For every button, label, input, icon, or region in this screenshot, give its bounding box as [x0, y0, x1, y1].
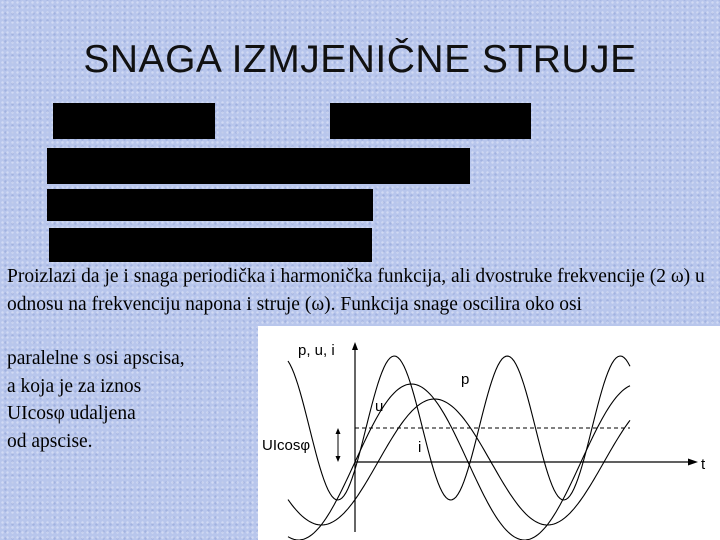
- power-graph: [258, 326, 720, 540]
- i-curve-label: i: [418, 439, 422, 456]
- body-paragraph: Proizlazi da je i snaga periodička i harmonička funkcija, ali dvostruke frekvencije (2 ω) u odnosu na frekvenciju napona i struje (ω). Funkcija snage oscilira oko osi: [7, 266, 705, 315]
- redacted-block: [330, 103, 531, 139]
- p-curve-label: p: [461, 371, 470, 388]
- side-line: UIcosφ udaljena: [7, 403, 136, 424]
- side-line: paralelne s osi apscisa,: [7, 348, 185, 369]
- x-axis-label: t: [701, 456, 706, 473]
- u-curve-label: u: [375, 398, 384, 415]
- side-text: [7, 345, 257, 455]
- side-line: od apscise.: [7, 430, 93, 452]
- redacted-block: [49, 228, 372, 262]
- y-axis-label: p, u, i: [298, 342, 335, 359]
- power-graph-svg: [258, 326, 720, 540]
- offset-arrow-up: [336, 428, 341, 434]
- x-axis-arrow: [688, 459, 698, 466]
- redacted-block: [53, 103, 215, 139]
- y-axis-arrow: [352, 342, 358, 350]
- offset-arrow-down: [336, 456, 341, 462]
- redacted-block: [47, 189, 373, 221]
- side-line: a koja je za iznos: [7, 375, 142, 397]
- page-title: SNAGA IZMJENIČNE STRUJE: [83, 38, 637, 81]
- redacted-block: [47, 148, 470, 184]
- power-curve: [288, 356, 630, 500]
- offset-label: UIcosφ: [262, 437, 311, 454]
